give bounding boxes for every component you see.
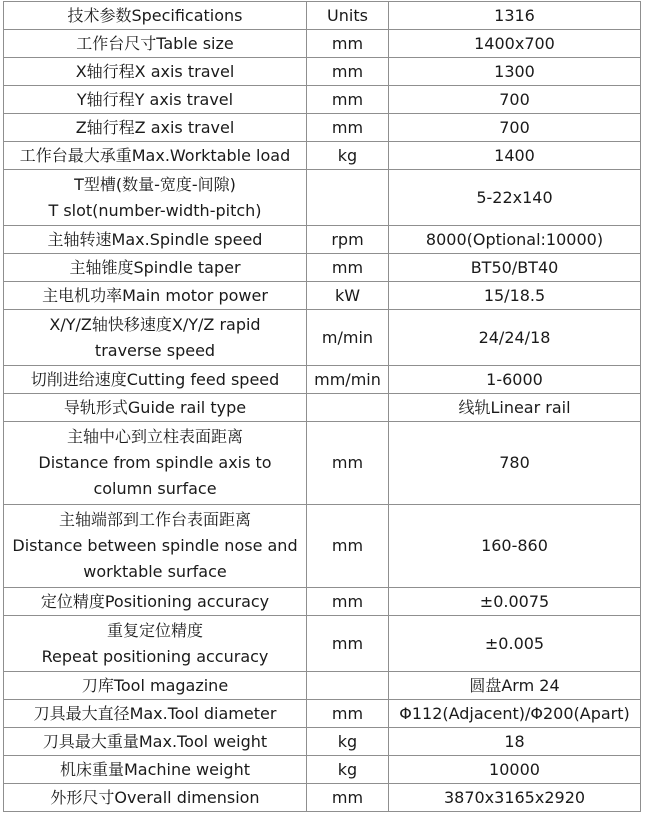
unit-cell: mm: [307, 422, 389, 505]
parameter-cell: 刀库Tool magazine: [4, 672, 307, 700]
table-row: [4, 254, 641, 282]
parameter-cell: 刀具最大直径Max.Tool diameter: [4, 700, 307, 728]
parameter-cell: 导轨形式Guide rail type: [4, 394, 307, 422]
unit-cell: mm: [307, 616, 389, 672]
unit-cell: mm: [307, 86, 389, 114]
table-row: [4, 616, 641, 672]
header-row: [4, 2, 641, 30]
value-cell: BT50/BT40: [389, 254, 641, 282]
value-cell: 780: [389, 422, 641, 505]
value-cell: 8000(Optional:10000): [389, 226, 641, 254]
value-cell: 1300: [389, 58, 641, 86]
unit-cell: m/min: [307, 310, 389, 366]
unit-cell: mm: [307, 58, 389, 86]
table-row: [4, 784, 641, 812]
value-cell: 1400: [389, 142, 641, 170]
unit-cell: [307, 672, 389, 700]
table-row: [4, 728, 641, 756]
parameter-cell: 定位精度Positioning accuracy: [4, 588, 307, 616]
value-cell: 160-860: [389, 505, 641, 588]
parameter-cell: 重复定位精度 Repeat positioning accuracy: [4, 616, 307, 672]
unit-cell: mm: [307, 588, 389, 616]
unit-cell: kW: [307, 282, 389, 310]
parameter-cell: 工作台尺寸Table size: [4, 30, 307, 58]
parameter-cell: 工作台最大承重Max.Worktable load: [4, 142, 307, 170]
parameter-cell: 主轴锥度Spindle taper: [4, 254, 307, 282]
unit-cell: mm: [307, 784, 389, 812]
header-unit-cell: Units: [307, 2, 389, 30]
table-row: [4, 58, 641, 86]
unit-cell: [307, 170, 389, 226]
value-cell: 3870x3165x2920: [389, 784, 641, 812]
value-cell: 18: [389, 728, 641, 756]
value-cell: 5-22x140: [389, 170, 641, 226]
spec-table-body: [4, 2, 641, 812]
header-value-cell: 1316: [389, 2, 641, 30]
table-row: [4, 226, 641, 254]
value-cell: 700: [389, 86, 641, 114]
parameter-cell: Z轴行程Z axis travel: [4, 114, 307, 142]
parameter-cell: T型槽(数量-宽度-间隙) T slot(number-width-pitch): [4, 170, 307, 226]
value-cell: ±0.005: [389, 616, 641, 672]
parameter-cell: Y轴行程Y axis travel: [4, 86, 307, 114]
unit-cell: kg: [307, 142, 389, 170]
table-row: [4, 394, 641, 422]
table-row: [4, 114, 641, 142]
value-cell: 圆盘Arm 24: [389, 672, 641, 700]
unit-cell: mm: [307, 114, 389, 142]
table-row: [4, 505, 641, 588]
table-row: [4, 588, 641, 616]
specifications-table: [3, 1, 641, 812]
table-row: [4, 366, 641, 394]
value-cell: Φ112(Adjacent)/Φ200(Apart): [389, 700, 641, 728]
parameter-cell: 外形尺寸Overall dimension: [4, 784, 307, 812]
parameter-cell: 机床重量Machine weight: [4, 756, 307, 784]
value-cell: 1-6000: [389, 366, 641, 394]
table-row: [4, 142, 641, 170]
table-row: [4, 700, 641, 728]
unit-cell: mm/min: [307, 366, 389, 394]
unit-cell: kg: [307, 756, 389, 784]
table-row: [4, 672, 641, 700]
value-cell: 15/18.5: [389, 282, 641, 310]
table-row: [4, 756, 641, 784]
parameter-cell: X/Y/Z轴快移速度X/Y/Z rapid traverse speed: [4, 310, 307, 366]
value-cell: ±0.0075: [389, 588, 641, 616]
table-row: [4, 170, 641, 226]
unit-cell: kg: [307, 728, 389, 756]
unit-cell: mm: [307, 700, 389, 728]
table-row: [4, 282, 641, 310]
value-cell: 10000: [389, 756, 641, 784]
parameter-cell: 主轴转速Max.Spindle speed: [4, 226, 307, 254]
parameter-cell: 主轴端部到工作台表面距离 Distance between spindle nose and worktable surface: [4, 505, 307, 588]
parameter-cell: 刀具最大重量Max.Tool weight: [4, 728, 307, 756]
parameter-cell: 切削进给速度Cutting feed speed: [4, 366, 307, 394]
value-cell: 线轨Linear rail: [389, 394, 641, 422]
parameter-cell: 主电机功率Main motor power: [4, 282, 307, 310]
table-row: [4, 86, 641, 114]
table-row: [4, 30, 641, 58]
unit-cell: mm: [307, 254, 389, 282]
table-row: [4, 310, 641, 366]
table-row: [4, 422, 641, 505]
value-cell: 1400x700: [389, 30, 641, 58]
unit-cell: mm: [307, 505, 389, 588]
parameter-cell: 主轴中心到立柱表面距离 Distance from spindle axis to column surface: [4, 422, 307, 505]
parameter-cell: X轴行程X axis travel: [4, 58, 307, 86]
unit-cell: [307, 394, 389, 422]
value-cell: 700: [389, 114, 641, 142]
header-parameter-cell: 技术参数Specifications: [4, 2, 307, 30]
unit-cell: mm: [307, 30, 389, 58]
value-cell: 24/24/18: [389, 310, 641, 366]
unit-cell: rpm: [307, 226, 389, 254]
